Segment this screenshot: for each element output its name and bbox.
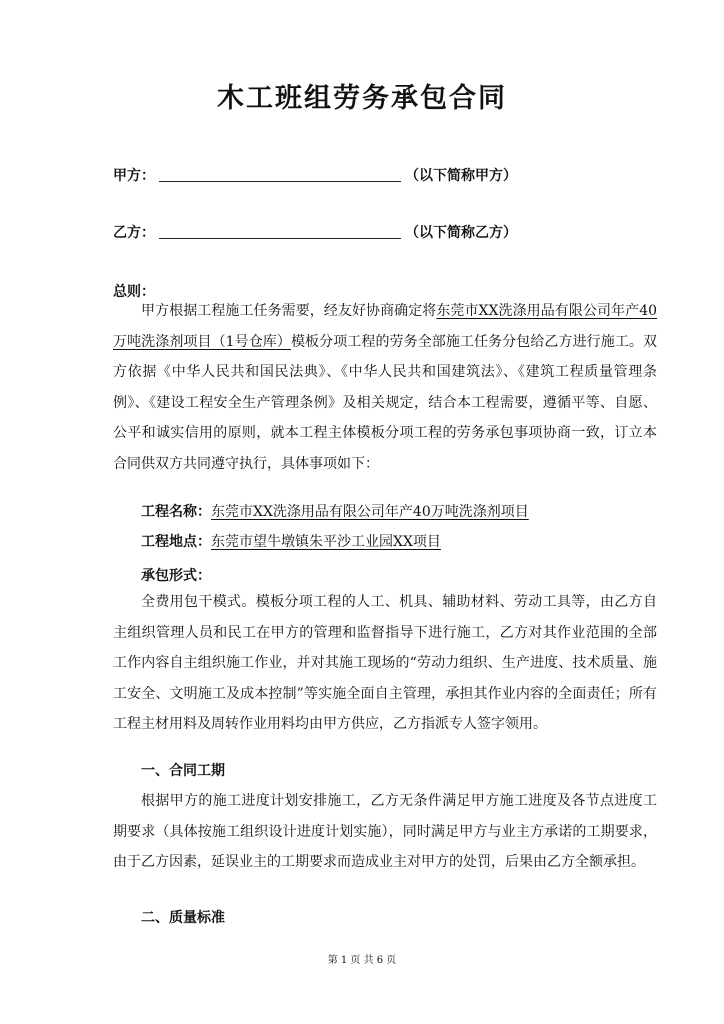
- party-a-note: （以下简称甲方）: [405, 168, 517, 184]
- section1-heading: 一、合同工期: [141, 763, 225, 779]
- general-intro-before: 甲方根据工程施工任务需要，经友好协商确定将: [141, 303, 437, 319]
- project-name-value: 东莞市XX洗涤用品有限公司年产40万吨洗涤剂项目: [211, 504, 529, 520]
- general-label: 总则：: [113, 284, 155, 300]
- page-footer: 第 1 页 共 6 页: [327, 955, 397, 966]
- party-b-line: [113, 222, 517, 242]
- party-a-blank: [159, 167, 401, 182]
- project-site-value: 东莞市望牛墩镇朱平沙工业园XX项目: [211, 534, 441, 550]
- party-b-note: （以下简称乙方）: [405, 225, 517, 241]
- project-site-line: [141, 531, 441, 551]
- project-name-label: 工程名称：: [141, 504, 211, 520]
- contract-form-paragraph: 全费用包干模式。模板分项工程的人工、机具、辅助材料、劳动工具等，由乙方自主组织管理人员和民工在甲方的管理和监督指导下进行施工，乙方对其作业范围的全部工作内容自主组织施工作业，并对其施工现场的“劳动力组织、生产进度、技术质量、施工安全、文明施工及成本控制”等实施全面自主管理，承担其作业内容的全面责任；所有工程主材用料及周转作业用料均由甲方供应，乙方指派专人签字领用。: [113, 594, 657, 732]
- general-paragraph: [113, 296, 657, 479]
- general-intro-after: 模板分项工程的劳务全部施工任务分包给乙方进行施工。双方依据《中华人民共和国民法典》、《中华人民共和国建筑法》、《建筑工程质量管理条例》、《建设工程安全生产管理条例》及相关规定，结合本工程需要，遵循平等、自愿、公平和诚实信用的原则，就本工程主体模板分项工程的劳务承包事项协商一致，订立本合同供双方共同遵守执行，具体事项如下：: [113, 333, 657, 472]
- section1-paragraph: 根据甲方的施工进度计划安排施工，乙方无条件满足甲方施工进度及各节点进度工期要求（具体按施工组织设计进度计划实施），同时满足甲方与业主方承诺的工期要求，由于乙方因素，延误业主的工期要求而造成业主对甲方的处罚，后果由乙方全额承担。: [113, 793, 657, 870]
- project-name-line: [141, 501, 529, 521]
- party-b-blank: [159, 224, 401, 239]
- party-a-label: 甲方：: [113, 168, 155, 184]
- document-title: 木工班组劳务承包合同: [217, 83, 507, 114]
- section2-heading: 二、质量标准: [141, 910, 225, 926]
- project-site-label: 工程地点：: [141, 534, 211, 550]
- general-intro-project: 东莞市XX洗涤用品有限公司年产40万吨洗涤剂项目（1号仓库）: [113, 303, 658, 350]
- contract-form-label: 承包形式：: [141, 568, 211, 584]
- party-b-label: 乙方：: [113, 225, 155, 241]
- party-a-line: [113, 165, 517, 185]
